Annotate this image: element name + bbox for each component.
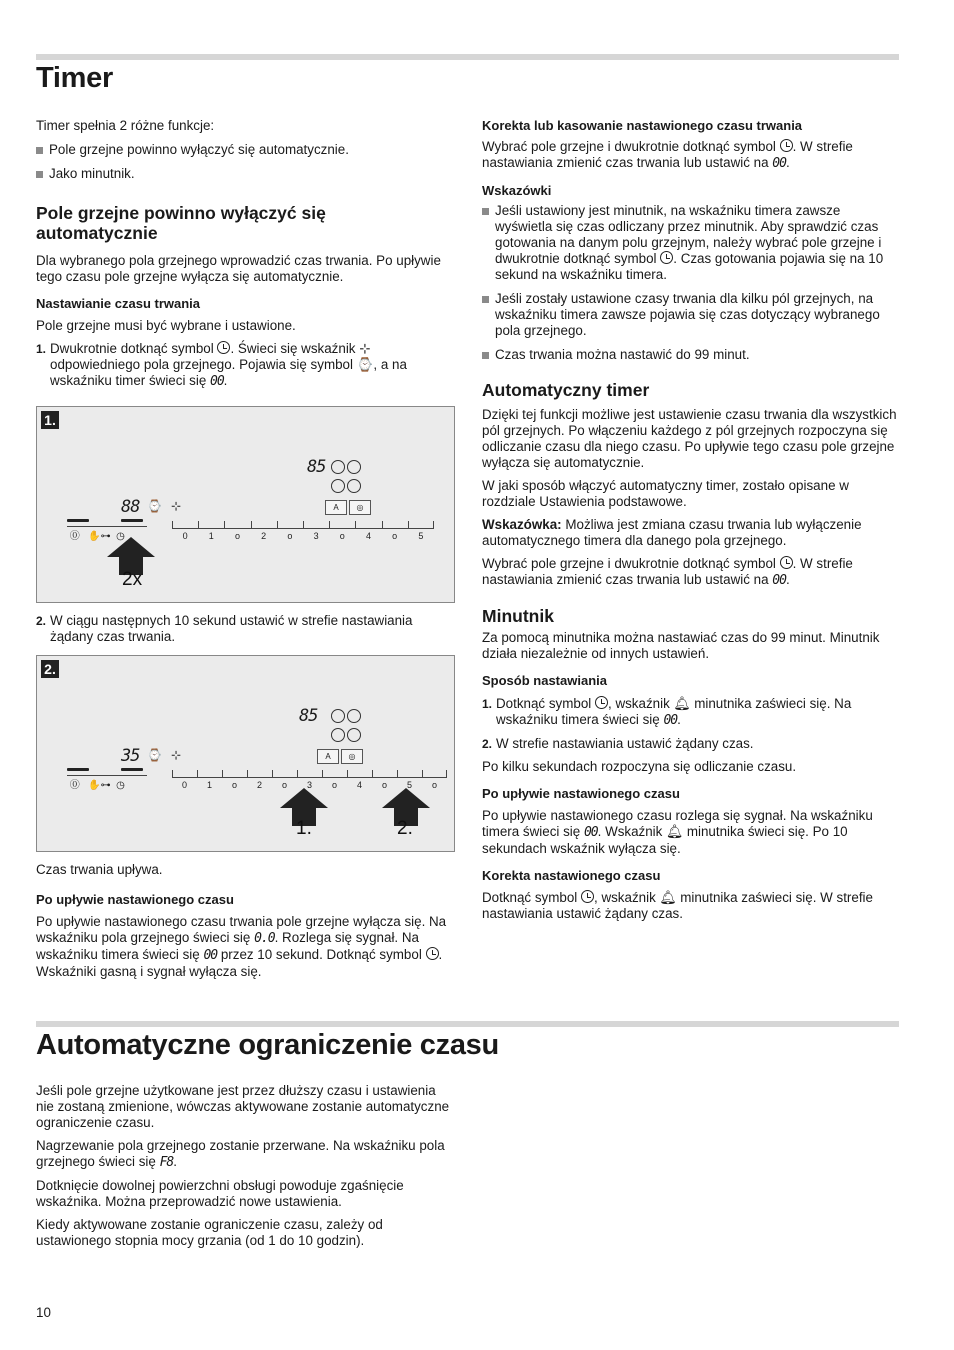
scale-label[interactable]: 0 [181, 780, 187, 790]
top-rule [36, 54, 899, 60]
clock-icon [780, 139, 793, 152]
list-item: Jako minutnik. [36, 166, 456, 182]
figure-tag: 1. [41, 411, 59, 429]
scale-tick [277, 521, 278, 529]
clock-icon [660, 251, 673, 264]
list-item: Pole grzejne powinno wyłączyć się automatycznie. [36, 142, 456, 158]
scale-label[interactable]: o [392, 531, 398, 541]
paragraph: Dla wybranego pola grzejnego wprowadzić czas trwania. Po upływie tego czasu pole grzejne wyłącza się automatycznie. [36, 253, 441, 284]
bell-icon: 🔔︎ [666, 824, 684, 839]
paragraph: Wybrać pole grzejne i dwukrotnie dotknąć symbol . W strefie nastawiania zmienić czas trwania lub ustawić na 00. [482, 556, 853, 588]
control-row: ⓪ ✋⊶ ◷ [67, 526, 147, 542]
paragraph: Dzięki tej funkcji możliwe jest ustawienie czasu trwania dla wszystkich pól grzejnych. Po włączeniu każdego z pól grzejnych rozpoczyna się odliczanie czasu dla niego czasu. Po upływie tego czasu pole grzejne wyłącza się automatycznie. [482, 407, 897, 470]
section-title: Automatyczne ograniczenie czasu [36, 1029, 499, 1061]
clock-icon [426, 947, 439, 960]
clock-icon [780, 556, 793, 569]
clock-icon [595, 696, 608, 709]
scale-label[interactable]: 2 [261, 531, 267, 541]
section-rule [36, 1021, 899, 1027]
figure-1 [36, 406, 455, 603]
timer-display: 88 [121, 497, 140, 517]
clock-icon [217, 341, 230, 354]
paragraph: Kiedy aktywowane zostanie ograniczenie czasu, zależy od ustawionego stopnia mocy grzania (od 1 do 10 godzin). [36, 1217, 383, 1248]
scale-label[interactable]: o [331, 780, 337, 790]
right-column [482, 118, 900, 922]
scale-label[interactable]: 0 [182, 531, 188, 541]
paragraph: Jeśli pole grzejne użytkowane jest przez dłuższy czasu i ustawienia nie zostaną zmienione, wówczas aktywowane zostanie automatyczne ograniczenie czasu. [36, 1083, 450, 1130]
scale-label[interactable]: o [287, 531, 293, 541]
paragraph: Czas trwania upływa. [36, 862, 163, 877]
subheading: Sposób nastawiania [482, 673, 607, 688]
paragraph: W jaki sposób włączyć automatyczny timer, zostało opisane w rozdziale Ustawienia podstawowe. [482, 478, 849, 509]
scale-tick [172, 521, 173, 529]
left-column [36, 118, 456, 390]
scale-label[interactable]: o [431, 780, 437, 790]
clock-icon [581, 890, 594, 903]
pad-ring: ◎ [341, 749, 363, 764]
figure-label: 2. [397, 818, 413, 839]
scale-tick [297, 770, 298, 778]
page-title: Timer [36, 62, 113, 94]
paragraph: Po upływie nastawionego czasu rozlega się sygnał. Na wskaźniku timera świeci się 00. Wskaźnik 🔔︎ minutnika świeci się. Po 10 sekundach wskaźnik wyłącza się. [482, 808, 873, 856]
scale-label[interactable]: 4 [356, 780, 362, 790]
power-display: 85 [299, 706, 318, 726]
auto-limit-column [36, 1083, 456, 1249]
list-item: Czas trwania można nastawić do 99 minut. [482, 347, 900, 363]
left-column-3 [36, 862, 456, 980]
timer-symbol-icon: ⌚ [147, 748, 162, 762]
subheading: Po upływie nastawionego czasu [36, 892, 234, 907]
paragraph: Wybrać pole grzejne i dwukrotnie dotknąć symbol . W strefie nastawiania zmienić czas trwania lub ustawić na 00. [482, 139, 853, 171]
section-heading: Pole grzejne powinno wyłączyć się automatycznie [36, 203, 326, 243]
subheading: Wskazówki [482, 183, 552, 198]
list-item: Jeśli ustawiony jest minutnik, na wskaźniku timera zawsze wyświetla się czas odliczany przez minutnik. Aby sprawdzić czas gotowania na danym polu grzejnym, należy wybrać pole grzejne i dwukrotnie dotknąć symbol . Czas gotowania pojawia się na 10 sekund na wskaźniku timera. [482, 203, 900, 283]
figure-label: 2x [122, 569, 143, 590]
subheading: Po upływie nastawionego czasu [482, 786, 680, 801]
scale-label[interactable]: o [231, 780, 237, 790]
section-heading: Automatyczny timer [482, 380, 650, 400]
scale-label[interactable]: 5 [406, 780, 412, 790]
scale-label[interactable]: o [281, 780, 287, 790]
scale-tick [197, 770, 198, 778]
scale-tick [222, 770, 223, 778]
timer-symbol-icon: ⌚ [356, 357, 374, 372]
paragraph: Za pomocą minutnika można nastawiać czas do 99 minut. Minutnik działa niezależnie od innych ustawień. [482, 630, 880, 661]
scale-label[interactable]: 1 [206, 780, 212, 790]
slider-scale[interactable] [172, 528, 434, 543]
subheading: Korekta lub kasowanie nastawionego czasu trwania [482, 118, 803, 133]
paragraph: Nagrzewanie pola grzejnego zostanie przerwane. Na wskaźniku pola grzejnego świeci się F8. [36, 1138, 445, 1170]
scale-tick [272, 770, 273, 778]
scale-tick [322, 770, 323, 778]
bell-icon: 🔔︎ [673, 696, 691, 711]
step-2: 2. W ciągu następnych 10 sekund ustawić w strefie nastawiania żądany czas trwania. [36, 613, 413, 644]
paragraph: Dotknąć symbol , wskaźnik 🔔︎ minutnika zaświeci się. W strefie nastawiania ustawić żądany czas. [482, 890, 873, 921]
scale-tick [172, 770, 173, 778]
power-display: 85 [307, 457, 326, 477]
scale-label[interactable]: 1 [208, 531, 214, 541]
scale-label[interactable]: o [234, 531, 240, 541]
pad-a: A [317, 749, 339, 764]
scale-tick [355, 521, 356, 529]
control-row: ⓪ ✋⊶ ◷ [67, 775, 147, 791]
scale-label[interactable]: 4 [365, 531, 371, 541]
scale-label[interactable]: 3 [306, 780, 312, 790]
scale-tick [408, 521, 409, 529]
left-column-2 [36, 613, 456, 645]
burner-indicator-icon: ⊹ [359, 341, 371, 356]
burner-indicator-icon: ⊹ [171, 748, 182, 762]
scale-label[interactable]: o [339, 531, 345, 541]
timer-symbol-icon: ⌚ [147, 499, 162, 513]
scale-tick [303, 521, 304, 529]
step-2: 2. W strefie nastawiania ustawić żądany czas. [482, 736, 754, 751]
scale-tick [198, 521, 199, 529]
list-item: Jeśli zostały ustawione czasy trwania dla kilku pól grzejnych, na wskaźniku timera zawsze pojawia się czas dotyczący wybranego pola grzejnego. [482, 291, 900, 339]
scale-tick [329, 521, 330, 529]
scale-label[interactable]: 5 [418, 531, 424, 541]
intro: Timer spełnia 2 różne funkcje: [36, 118, 215, 133]
scale-tick [397, 770, 398, 778]
subheading: Korekta nastawionego czasu [482, 868, 661, 883]
paragraph: Po kilku sekundach rozpoczyna się odliczanie czasu. [482, 759, 797, 774]
figure-tag: 2. [41, 660, 59, 678]
scale-tick [224, 521, 225, 529]
subheading: Nastawianie czasu trwania [36, 296, 201, 311]
timer-display: 35 [121, 746, 140, 766]
paragraph: Pole grzejne musi być wybrane i ustawione. [36, 318, 296, 333]
scale-tick [251, 521, 252, 529]
paragraph: Wskazówka: Możliwa jest zmiana czasu trwania lub wyłączenie automatycznego timera dla danego pola grzejnego. [482, 517, 862, 548]
scale-label[interactable]: 2 [256, 780, 262, 790]
pad-ring: ◎ [349, 500, 371, 515]
figure-2 [36, 655, 455, 852]
step-1: 1. Dotknąć symbol , wskaźnik 🔔︎ minutnika zaświeci się. Na wskaźniku timera świeci się 00. [482, 696, 852, 728]
scale-tick [347, 770, 348, 778]
scale-tick [247, 770, 248, 778]
scale-label[interactable]: o [381, 780, 387, 790]
figure-label: 1. [296, 818, 312, 839]
bell-icon: 🔔︎ [659, 890, 677, 905]
page-number: 10 [36, 1305, 51, 1320]
scale-label[interactable]: 3 [313, 531, 319, 541]
step-1: 1. Dwukrotnie dotknąć symbol . Świeci się wskaźnik ⊹ odpowiedniego pola grzejnego. Pojawia się symbol ⌚, a na wskaźniku timer świeci się 00. [36, 341, 407, 389]
scale-tick [372, 770, 373, 778]
paragraph: Dotknięcie dowolnej powierzchni obsługi powoduje zgaśnięcie wskaźnika. Można przeprowadzić nowe ustawienia. [36, 1178, 404, 1209]
section-heading: Minutnik [482, 606, 554, 626]
scale-tick [422, 770, 423, 778]
burner-indicator-icon: ⊹ [171, 499, 182, 513]
paragraph: Po upływie nastawionego czasu trwania pole grzejne wyłącza się. Na wskaźniku pola grzejnego świeci się 0.0. Rozlega się sygnał. Na wskaźniku timera świeci się 00 przez 10 sekund. Dotknąć symbol . Wskaźniki gasną i sygnał wyłącza się. [36, 914, 447, 979]
scale-tick [382, 521, 383, 529]
pad-a: A [325, 500, 347, 515]
